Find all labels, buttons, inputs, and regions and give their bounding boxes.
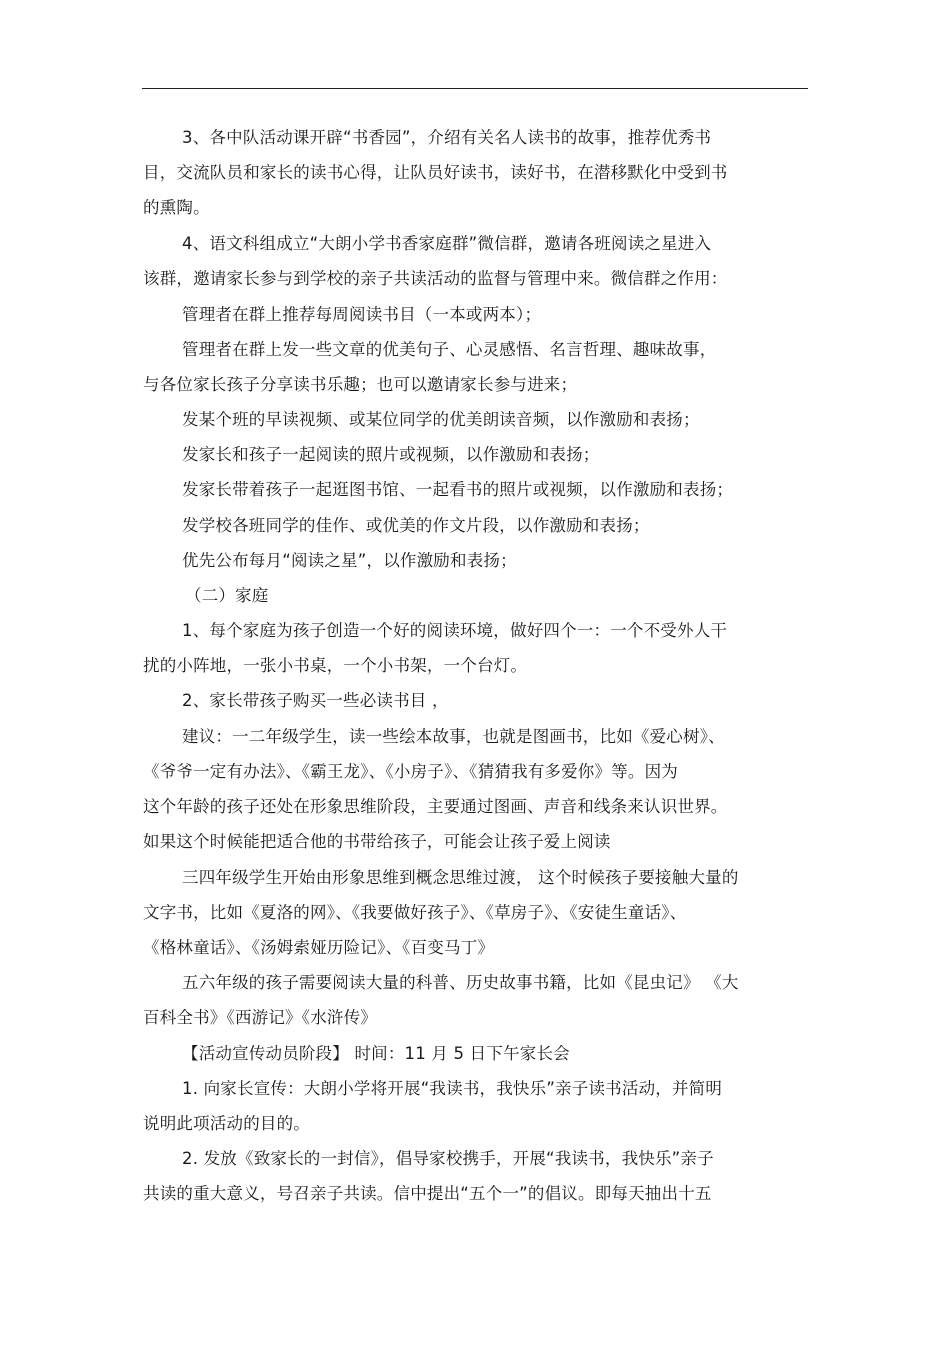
text-line: 3、各中队活动课开辟“书香园”，介绍有关名人读书的故事，推荐优秀书	[182, 128, 712, 147]
text-line: 优先公布每月“阅读之星”，以作激励和表扬；	[182, 551, 517, 570]
text-line: 三四年级学生开始由形象思维到概念思维过渡， 这个时候孩子要接触大量的	[182, 868, 739, 887]
text-line: 百科全书》《西游记》《水浒传》	[143, 1008, 377, 1027]
text-line: 4、语文科组成立“大朗小学书香家庭群”微信群，邀请各班阅读之星进入	[182, 234, 712, 253]
text-line: 发家长带着孩子一起逛图书馆、一起看书的照片或视频，以作激励和表扬；	[182, 480, 734, 499]
stage-heading: 【活动宣传动员阶段】 时间：11 月 5 日下午家长会	[182, 1044, 570, 1063]
text-line: 说明此项活动的目的。	[143, 1114, 310, 1133]
text-line: 扰的小阵地，一张小书桌，一个小书架，一个台灯。	[143, 656, 528, 675]
text-line: 管理者在群上推荐每周阅读书目（一本或两本）；	[182, 305, 542, 324]
text-line: 五六年级的孩子需要阅读大量的科普、历史故事书籍，比如《昆虫记》 《大	[182, 973, 739, 992]
text-line: 目，交流队员和家长的读书心得，让队员好读书，读好书，在潜移默化中受到书	[143, 163, 728, 182]
text-line: 如果这个时候能把适合他的书带给孩子，可能会让孩子爱上阅读	[143, 832, 611, 851]
text-line: 建议：一二年级学生，读一些绘本故事，也就是图画书，比如《爱心树》、	[182, 727, 725, 746]
text-line: 的熏陶。	[143, 198, 210, 217]
text-line: 1、每个家庭为孩子创造一个好的阅读环境，做好四个一：一个不受外人干	[182, 621, 728, 640]
header-rule	[142, 88, 808, 89]
text-line: 与各位家长孩子分享读书乐趣；也可以邀请家长参与进来；	[143, 375, 578, 394]
text-line: 该群，邀请家长参与到学校的亲子共读活动的监督与管理中来。微信群之作用：	[143, 269, 728, 288]
text-line: 1. 向家长宣传：大朗小学将开展“我读书，我快乐”亲子读书活动，并简明	[182, 1079, 723, 1098]
text-line: 共读的重大意义，号召亲子共读。信中提出“五个一”的倡议。即每天抽出十五	[143, 1184, 712, 1203]
text-line: 发某个班的早读视频、或某位同学的优美朗读音频，以作激励和表扬；	[182, 410, 700, 429]
text-line: 发学校各班同学的佳作、或优美的作文片段，以作激励和表扬；	[182, 516, 650, 535]
text-line: 文字书，比如《夏洛的网》、《我要做好孩子》、《草房子》、《安徒生童话》、	[143, 903, 687, 922]
text-line: 《爷爷一定有办法》、《霸王龙》、《小房子》、《猜猜我有多爱你》等。因为	[143, 762, 678, 781]
text-line: 2、家长带孩子购买一些必读书目 ，	[182, 691, 449, 710]
text-line: 管理者在群上发一些文章的优美句子、心灵感悟、名言哲理、趣味故事，	[182, 340, 717, 359]
section-heading: （二）家庭	[185, 586, 269, 605]
text-line: 发家长和孩子一起阅读的照片或视频，以作激励和表扬；	[182, 445, 600, 464]
text-line: 《格林童话》、《汤姆索娅历险记》、《百变马丁》	[143, 938, 495, 957]
text-line: 2. 发放《致家长的一封信》，倡导家校携手，开展“我读书，我快乐”亲子	[182, 1149, 714, 1168]
text-line: 这个年龄的孩子还处在形象思维阶段，主要通过图画、声音和线条来认识世界。	[143, 797, 728, 816]
